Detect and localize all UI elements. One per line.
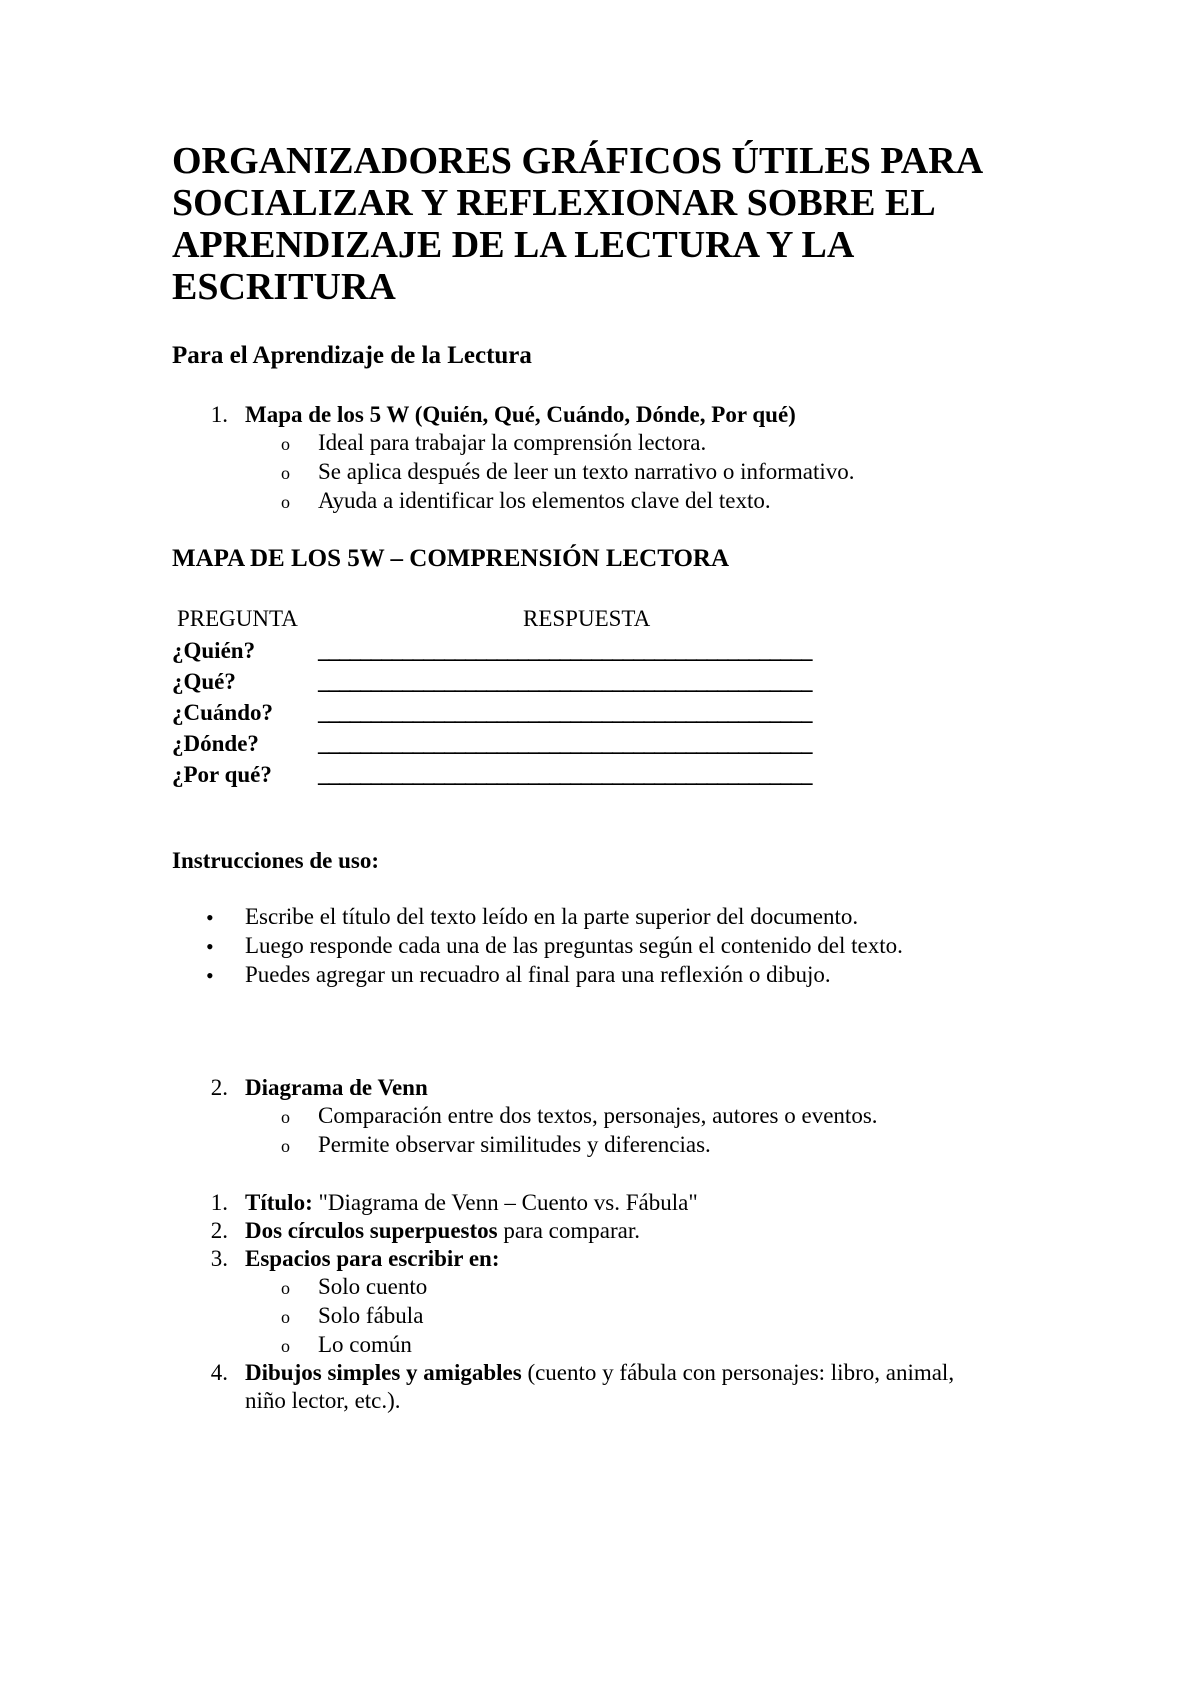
list-item: Dos círculos superpuestos para comparar. xyxy=(245,1218,641,1243)
sub-bullet-icon: o xyxy=(281,1278,290,1298)
bullet-icon: • xyxy=(206,905,214,930)
list-item: Puedes agregar un recuadro al final para una reflexión o dibujo. xyxy=(245,962,831,987)
answer-line: _______________________________________________ xyxy=(318,669,812,694)
page-title: ORGANIZADORES GRÁFICOS ÚTILES PARA SOCIALIZAR Y REFLEXIONAR SOBRE EL APRENDIZAJE DE LA LECTURA Y LA ESCRITURA xyxy=(172,140,982,308)
list-item-continuation: niño lector, etc.). xyxy=(245,1388,401,1413)
sub-bullet-icon: o xyxy=(281,463,290,483)
answer-line: _______________________________________________ xyxy=(318,731,812,756)
sub-bullet-icon: o xyxy=(281,1136,290,1156)
section-heading-reading: Para el Aprendizaje de la Lectura xyxy=(172,342,532,369)
item-label-5w: Mapa de los 5 W (Quién, Qué, Cuándo, Dónde, Por qué) xyxy=(245,402,796,427)
sub-bullet-icon: o xyxy=(281,434,290,454)
question-label: ¿Cuándo? xyxy=(172,700,273,725)
list-item: Dibujos simples y amigables (cuento y fábula con personajes: libro, animal, xyxy=(245,1360,955,1385)
answer-line: _______________________________________________ xyxy=(318,700,812,725)
question-label: ¿Por qué? xyxy=(172,762,272,787)
list-item: Título: "Diagrama de Venn – Cuento vs. Fábula" xyxy=(245,1190,698,1215)
list-number: 3. xyxy=(210,1246,228,1271)
list-number: 4. xyxy=(210,1360,228,1385)
answer-line: _______________________________________________ xyxy=(318,762,812,787)
list-item: Ayuda a identificar los elementos clave del texto. xyxy=(318,488,771,513)
bullet-icon: • xyxy=(206,963,214,988)
map-title: MAPA DE LOS 5W – COMPRENSIÓN LECTORA xyxy=(172,545,730,572)
list-item: Espacios para escribir en: xyxy=(245,1246,500,1271)
question-label: ¿Dónde? xyxy=(172,731,259,756)
list-item: Solo cuento xyxy=(318,1274,428,1299)
list-number: 1. xyxy=(210,402,228,427)
question-label: ¿Qué? xyxy=(172,669,236,694)
list-item: Comparación entre dos textos, personajes, autores o eventos. xyxy=(318,1103,878,1128)
list-item: Ideal para trabajar la comprensión lectora. xyxy=(318,430,707,455)
question-label: ¿Quién? xyxy=(172,638,256,663)
list-number: 2. xyxy=(210,1075,228,1100)
sub-bullet-icon: o xyxy=(281,1307,290,1327)
list-number: 1. xyxy=(210,1190,228,1215)
sub-bullet-icon: o xyxy=(281,1107,290,1127)
column-header-answer: RESPUESTA xyxy=(523,606,651,631)
sub-bullet-icon: o xyxy=(281,492,290,512)
list-item: Permite observar similitudes y diferencias. xyxy=(318,1132,711,1157)
list-item: Luego responde cada una de las preguntas según el contenido del texto. xyxy=(245,933,903,958)
list-number: 2. xyxy=(210,1218,228,1243)
list-item: Se aplica después de leer un texto narrativo o informativo. xyxy=(318,459,855,484)
column-header-question: PREGUNTA xyxy=(177,606,298,631)
list-item: Lo común xyxy=(318,1332,412,1357)
bullet-icon: • xyxy=(206,934,214,959)
list-item: Solo fábula xyxy=(318,1303,424,1328)
list-item: Escribe el título del texto leído en la parte superior del documento. xyxy=(245,904,859,929)
sub-bullet-icon: o xyxy=(281,1336,290,1356)
item-label-venn: Diagrama de Venn xyxy=(245,1075,428,1100)
instructions-heading: Instrucciones de uso: xyxy=(172,848,380,873)
answer-line: _______________________________________________ xyxy=(318,638,812,663)
